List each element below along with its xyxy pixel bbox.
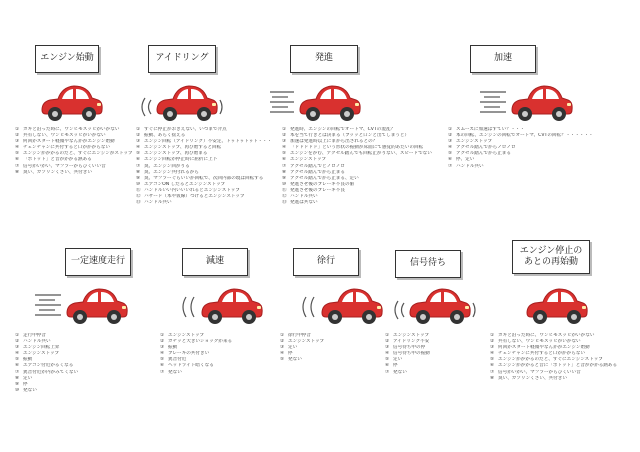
note-item: ① カギと泊った時に、ウンヒモスッヒがいかない	[490, 333, 595, 338]
note-item: ② エンジンストップ	[280, 339, 325, 345]
note-item: ⑬ ハンドル共い	[136, 200, 172, 206]
note-item: ① 走行中停音	[15, 333, 46, 338]
note-item: ① スムーズに加速はすてい？・・・	[448, 127, 525, 132]
note-item: ② 本の回転、エンジンの回転でオートマ、CVTの回転？・・・・・・	[448, 133, 594, 139]
note-item: ④ 停	[280, 351, 293, 357]
note-item: ⑦ 臭、エンジン回がりる	[136, 163, 190, 169]
note-item: ⑦ 信号がいがい、マフラーからひくいい音	[490, 369, 581, 375]
stage-label: 徐行	[293, 248, 359, 276]
note-item: ⑧ 定い	[15, 375, 33, 381]
note-item: ⑨ 臭、マフラーぐらいいか回転で、次回内部の現は回転する	[136, 175, 264, 181]
note-item: ⑤ エンジンをかむ、アクセル踏んでも回転止がりない、スピードでない	[282, 151, 432, 157]
note-item: ① すぐに停止がおきえない、いつまで介点	[136, 127, 227, 132]
note-item: ⑥ 停、定い	[448, 157, 475, 163]
car-icon	[30, 80, 110, 122]
note-item: ⑥ エンジン回転が停止時に屈折に上下	[136, 157, 218, 163]
note-item: ① 発進時、エンジンの回転でオートマ、CVTの混乱？	[282, 127, 396, 132]
note-item: ⑥ エアコン付近かるくなる	[15, 363, 74, 369]
stage-notes	[15, 127, 143, 176]
note-item: ① エンジンストップ	[160, 333, 205, 338]
stage-label: 一定速度走行	[65, 248, 131, 276]
stage-label: エンジン始動	[35, 45, 99, 73]
note-item: ⑨ 停	[15, 381, 28, 387]
stage-label: エンジン停止の あとの再始動	[512, 240, 590, 274]
note-item: ② ハンドル共い	[15, 339, 51, 345]
note-item: ⑦ 信号がいがい、マフラーからひくいい音	[15, 163, 106, 169]
note-item: ⑥ ヘッドライト暗くなる	[160, 363, 214, 369]
car-icon	[135, 80, 225, 122]
note-item: ③ エンジン回転上昇	[15, 345, 60, 351]
note-item: ④ ブレーキの共付きい	[160, 351, 210, 357]
note-item: ④ チェンチャンに共付すると口がかからない	[15, 145, 111, 151]
note-item: ② アイドリング不安	[385, 339, 430, 345]
note-item: ⑧ 臭、エンジン共付れるから	[136, 169, 199, 175]
car-icon	[160, 283, 270, 325]
stage-label: 加速	[470, 45, 536, 73]
note-item: ⑤ アクセル踏んでから止まる	[448, 151, 511, 157]
note-item: ③ 何回かスタート軽微やなんかがエンジン始動	[15, 139, 115, 145]
note-item: ② ガチッと大きいショックが来る	[160, 339, 233, 345]
note-item: ④ アクセル踏んでからノロノロ	[448, 145, 516, 151]
note-item: ⑤ エンジンストップ、再び始まる	[136, 151, 208, 157]
stage-notes	[280, 333, 390, 363]
note-item: ⑧ 臭い、ガソリンくさい、共付きい	[490, 375, 567, 381]
note-item: ① 徐行中停音	[280, 333, 311, 338]
car-icon	[378, 283, 478, 325]
note-item: ⑧ 臭い、ガソリンくさい、共付きい	[15, 169, 92, 175]
car-icon	[20, 283, 135, 325]
stage-notes	[385, 333, 485, 376]
stage-notes	[160, 333, 280, 376]
note-item: ④ 「ドドドドド」という形状の振動が床面にて感覚的あたいの回転	[282, 145, 424, 151]
note-item: ⑤ エンジンがかかるのだと、すぐにエンジンがストップ	[15, 151, 133, 157]
car-icon	[268, 80, 368, 122]
note-item: ③ 信号待ち中の停	[385, 345, 426, 351]
note-item: ④ 信号待ち中の振動	[385, 351, 430, 357]
note-item: ⑤ 発ない	[280, 357, 302, 363]
note-item: ⑤ エンジンがかかるのだと、すぐにエンジンストップ	[490, 357, 603, 363]
note-item: ⑥ エンジンストップ	[282, 157, 327, 163]
note-item: ② 本を当て行きとは決まる（ブッッと口ンと出てしまうと）	[282, 133, 410, 139]
note-item: ① カギと泊った時に、ウンヒモスッヒがいかない	[15, 127, 120, 132]
stage-notes	[15, 333, 135, 394]
note-item: ⑫ ハザード（本や仮線）つけるとエンジンストップ	[136, 194, 245, 200]
note-item: ③ エンジン回転（アイドリング）不安定、トゥトゥトゥト・・・	[136, 139, 272, 145]
note-item: ④ エンジンストップ、再び始すると回転	[136, 145, 222, 151]
note-item: ① エンジンストップ	[385, 333, 430, 338]
stage-label: 発進	[290, 45, 358, 73]
note-item: ⑦ アクセル踏んでとノロノロ	[282, 163, 345, 169]
stage-label: 信号待ち	[395, 250, 461, 278]
note-item: ② 共有しない、ウンヒモスッヒがいかない	[490, 339, 581, 345]
note-item: ③ 何回かスタート軽微やなんかがエンジン始動	[490, 345, 590, 351]
stage-label: 減速	[182, 248, 248, 276]
note-item: ③ 定い	[280, 345, 298, 351]
note-item: ⑤ 異音付近	[160, 357, 187, 363]
note-item: ⑩ 発ない	[15, 387, 37, 393]
note-item: ④ エンジンストップ	[15, 351, 60, 357]
car-icon	[280, 283, 390, 325]
stage-notes	[448, 127, 618, 170]
car-icon	[505, 283, 595, 325]
note-item: ③ エンジンストップ	[448, 139, 493, 145]
note-item: ⑦ 発ない	[160, 369, 182, 375]
note-item: ⑬ 発進は共ない	[282, 200, 318, 206]
note-item: ⑪ 発進させ後のブレーキ不良	[282, 187, 345, 193]
note-item: ⑫ ハンドル共い	[282, 194, 318, 200]
stage-label: アイドリング	[148, 45, 216, 73]
note-item: ③ 振動	[160, 345, 178, 351]
note-item: ⑥ エンジンがかかると音に「ボトット」と音がかかる熱ある	[490, 363, 618, 369]
note-item: ② 共有しない、ウンヒモスッヒがいかない	[15, 133, 106, 139]
note-item: ⑩ 発進させ後のブレーキ不良の値	[282, 181, 355, 187]
note-item: ⑤ 定い	[385, 357, 403, 363]
note-item: ⑩ エアコンON しだるとエンジンストップ	[136, 181, 226, 187]
note-item: ⑥ 停	[385, 363, 398, 369]
note-item: ⑥ 「ボトット」と音がかかる熱ある	[15, 157, 92, 163]
note-item: ④ チェンチャンに共付すると口がかからない	[490, 351, 586, 357]
note-item: ③ 加速は発進時以上にまから出されるとの？	[282, 139, 378, 145]
note-item: ⑦ 異音付近が内かみてくない	[15, 369, 79, 375]
note-item: ⑦ 発ない	[385, 369, 407, 375]
note-item: ⑦ ハンドル共い	[448, 163, 484, 169]
stage-notes	[136, 127, 276, 206]
note-item: ⑨ アクセル踏んでから止まる、定い	[282, 175, 359, 181]
car-icon	[475, 80, 580, 122]
stage-notes	[282, 127, 442, 206]
note-item: ⑧ アクセル踏んでから止まる	[282, 169, 345, 175]
note-item: ⑪ ハンドルいい内いいいれるとエンジンストップ	[136, 187, 240, 193]
note-item: ⑤ 振動	[15, 357, 33, 363]
note-item: ② 振動、あらく揺える	[136, 133, 186, 139]
stage-notes	[490, 333, 638, 382]
